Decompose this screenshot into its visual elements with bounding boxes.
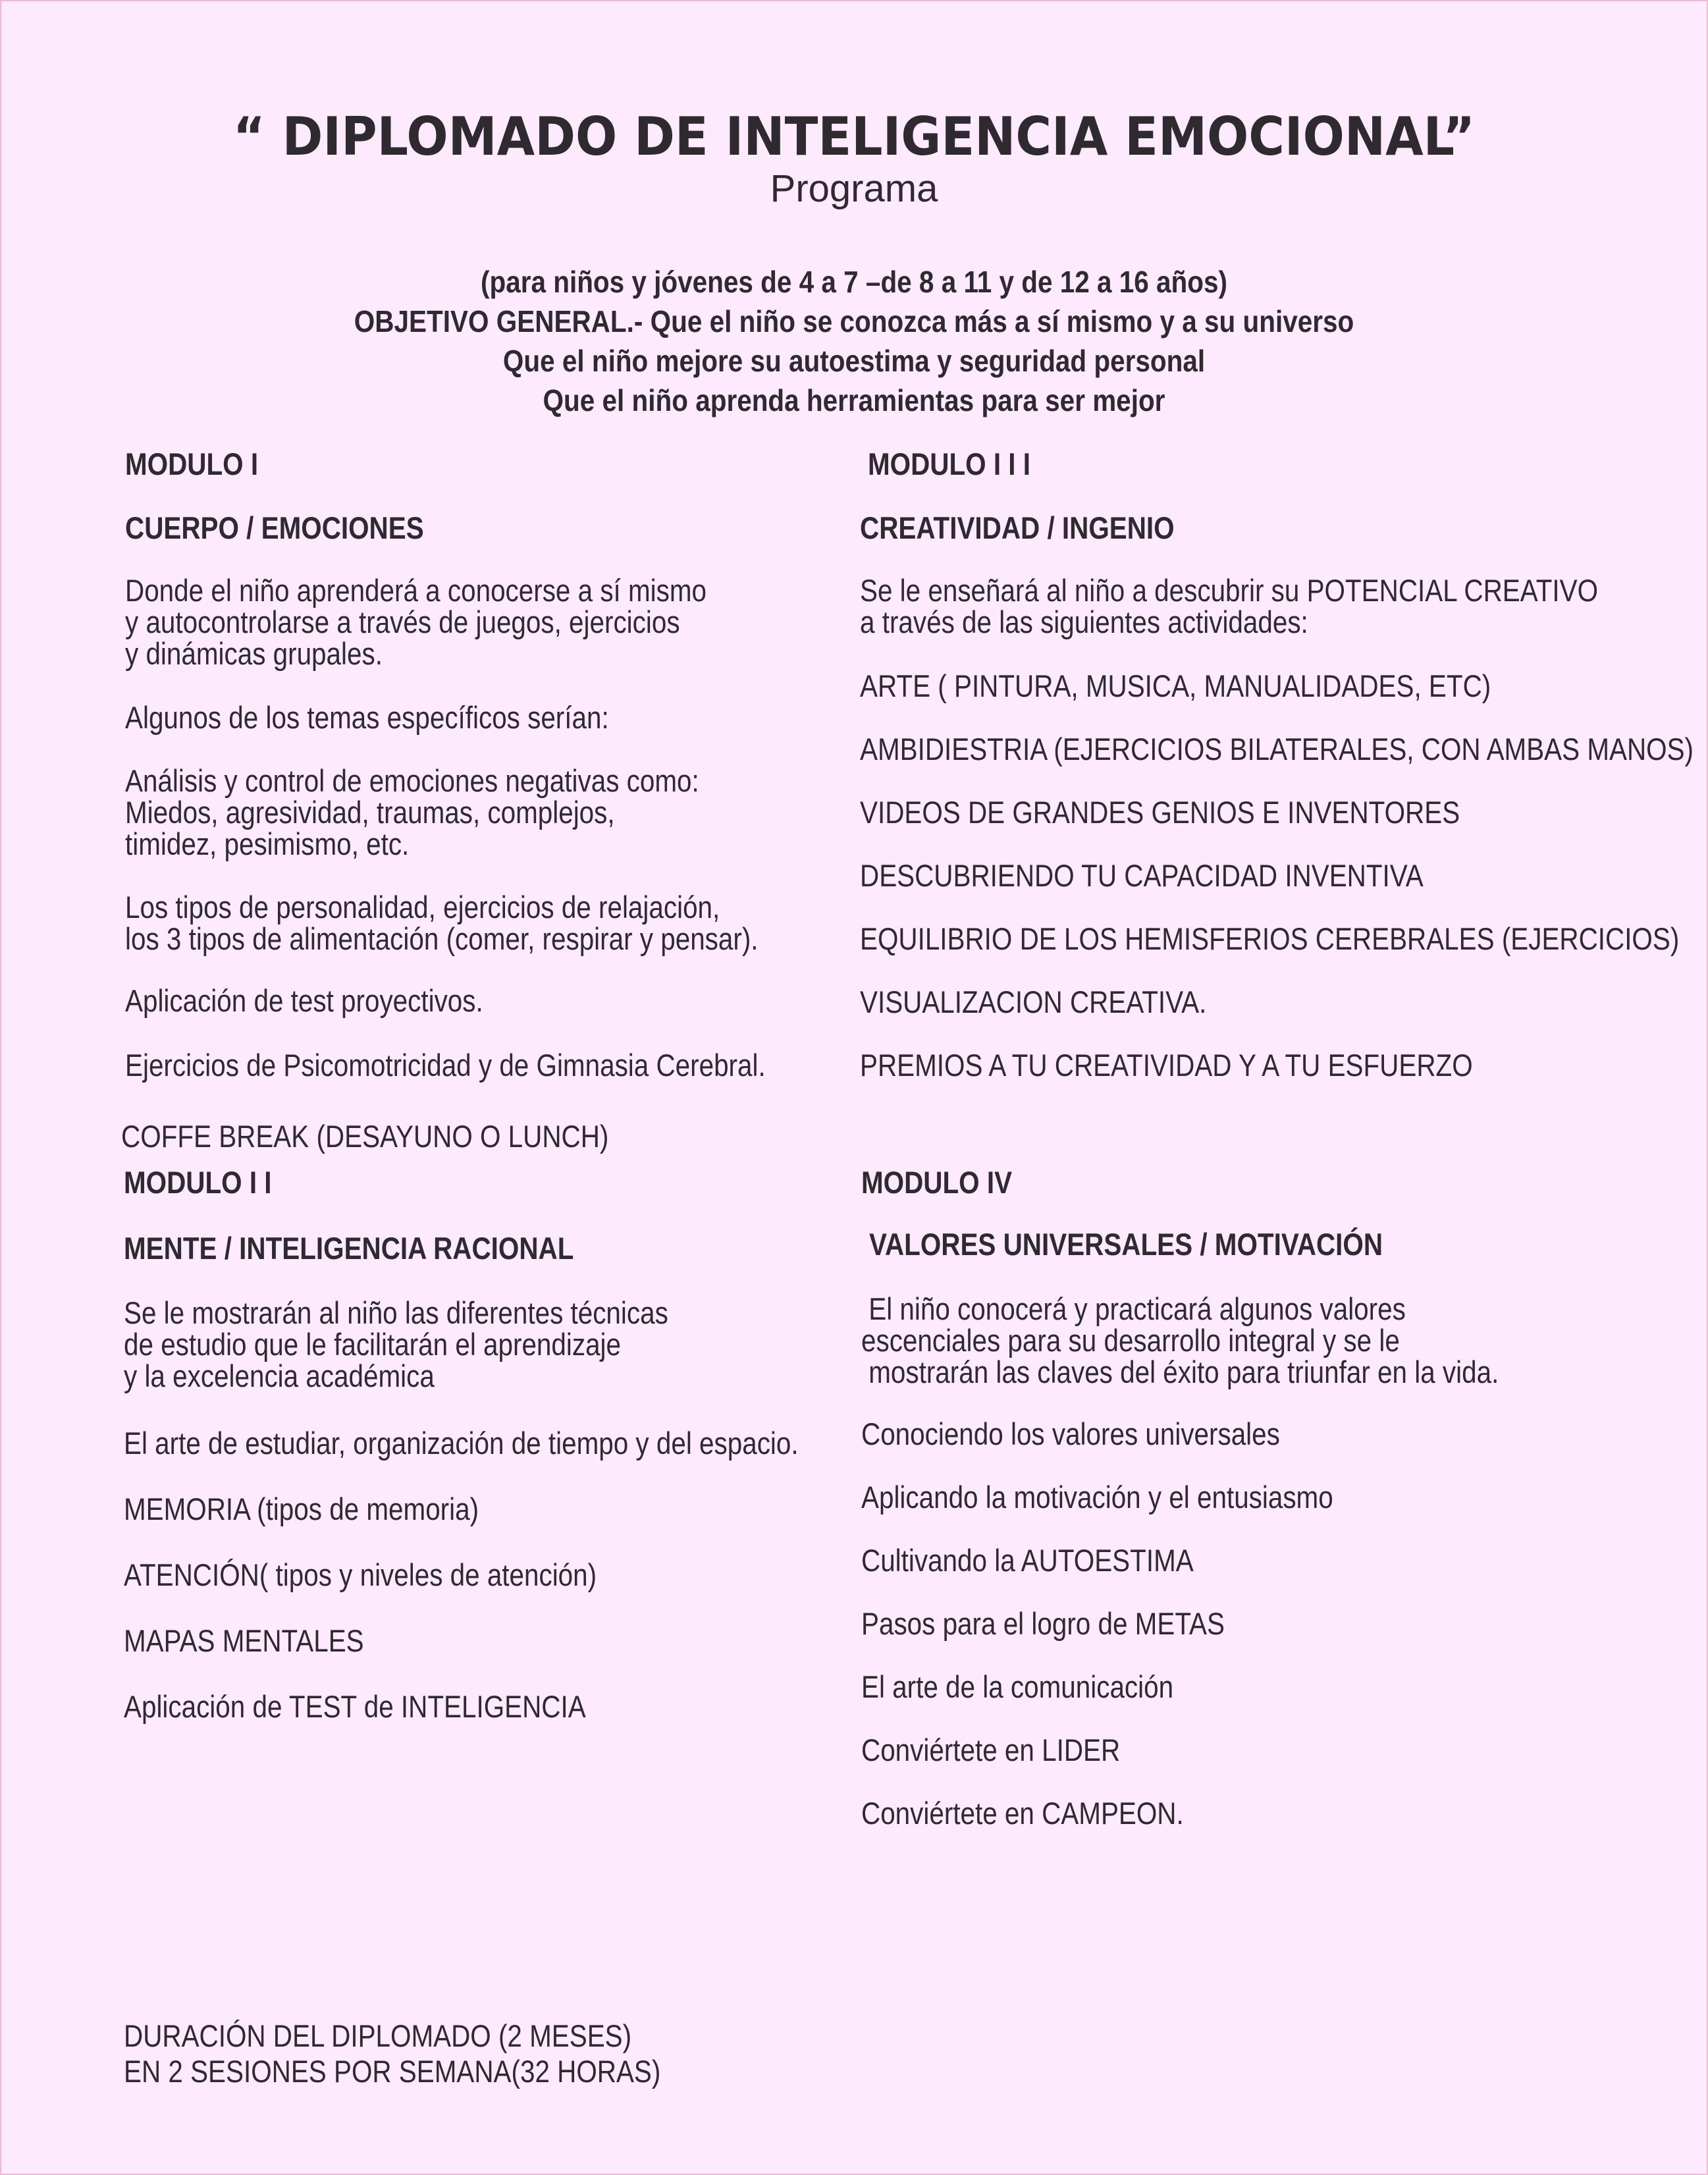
modulo-3-heading: CREATIVIDAD / INGENIO	[860, 510, 1175, 545]
modulo-4-item: Pasos para el logro de METAS	[861, 1606, 1225, 1641]
modulo-4-item: Cultivando la AUTOESTIMA	[861, 1543, 1194, 1578]
modulo-3-label: MODULO I I I	[868, 446, 1031, 481]
modulo-4-label: MODULO IV	[861, 1165, 1013, 1200]
description-line: y dinámicas grupales.	[125, 636, 383, 671]
paragraph-line: Los tipos de personalidad, ejercicios de relajación,	[125, 890, 720, 925]
modulo-4-description	[861, 1293, 1499, 1388]
coffee-break: COFFE BREAK (DESAYUNO O LUNCH)	[121, 1119, 609, 1154]
modulo-2-item: El arte de estudiar, organización de tiempo y del espacio.	[124, 1426, 799, 1461]
modulo-3-item: ARTE ( PINTURA, MUSICA, MANUALIDADES, ETC)	[860, 668, 1491, 703]
document-subtitle: Programa	[770, 167, 938, 210]
modulo-3-item: PREMIOS A TU CREATIVIDAD Y A TU ESFUERZO	[860, 1048, 1473, 1083]
modulo-2-heading: MENTE / INTELIGENCIA RACIONAL	[124, 1231, 574, 1266]
modulo-1-personality-paragraph	[125, 892, 759, 955]
modulo-1-exercises: Ejercicios de Psicomotricidad y de Gimnasia Cerebral.	[125, 1048, 766, 1083]
modulo-1-topics-intro: Algunos de los temas específicos serían:	[125, 700, 609, 735]
description-line: Se le mostrarán al niño las diferentes técnicas	[124, 1295, 668, 1330]
description-line: Donde el niño aprenderá a conocerse a sí mismo	[125, 573, 707, 608]
modulo-4-item: Aplicando la motivación y el entusiasmo	[861, 1480, 1333, 1515]
description-line: Se le enseñará al niño a descubrir su POTENCIAL CREATIVO	[860, 573, 1599, 608]
description-line: mostrarán las claves del éxito para triunfar en la vida.	[861, 1355, 1499, 1389]
modulo-4-item: Conviértete en CAMPEON.	[861, 1796, 1184, 1831]
description-line: y autocontrolarse a través de juegos, ejercicios	[125, 604, 680, 639]
modulo-2-description	[124, 1297, 668, 1392]
modulo-4-item: Conviértete en LIDER	[861, 1732, 1121, 1767]
modulo-3-item: DESCUBRIENDO TU CAPACIDAD INVENTIVA	[860, 858, 1424, 893]
document-title: “ DIPLOMADO DE INTELIGENCIA EMOCIONAL”	[232, 106, 1476, 167]
modulo-2-label: MODULO I I	[124, 1165, 272, 1200]
modulo-3-description	[860, 575, 1598, 638]
intro-goal-tools: Que el niño aprenda herramientas para ser mejor	[543, 383, 1165, 417]
paragraph-line: Análisis y control de emociones negativas como:	[125, 763, 699, 798]
intro-age-range: (para niños y jóvenes de 4 a 7 –de 8 a 11 y de 12 a 16 años)	[480, 265, 1228, 299]
intro-objective: OBJETIVO GENERAL.- Que el niño se conozca más a sí mismo y a su universo	[354, 304, 1354, 338]
modulo-1-test: Aplicación de test proyectivos.	[125, 983, 483, 1018]
description-line: de estudio que le facilitarán el aprendizaje	[124, 1327, 622, 1362]
modulo-4-item: Conociendo los valores universales	[861, 1416, 1280, 1451]
modulo-1-description	[125, 575, 707, 670]
modulo-2-item: MAPAS MENTALES	[124, 1623, 364, 1658]
modulo-4-item: El arte de la comunicación	[861, 1669, 1174, 1704]
modulo-1-emotions-paragraph	[125, 765, 699, 860]
modulo-2-item: Aplicación de TEST de INTELIGENCIA	[124, 1689, 586, 1724]
paragraph-line: Miedos, agresividad, traumas, complejos,	[125, 795, 615, 830]
paragraph-line: timidez, pesimismo, etc.	[125, 826, 410, 861]
modulo-3-item: VISUALIZACION CREATIVA.	[860, 984, 1207, 1019]
description-line: a través de las siguientes actividades:	[860, 604, 1308, 639]
modulo-2-item: MEMORIA (tipos de memoria)	[124, 1491, 479, 1526]
intro-block	[0, 262, 1708, 420]
description-line: El niño conocerá y practicará algunos valores	[861, 1291, 1406, 1326]
modulo-3-item: VIDEOS DE GRANDES GENIOS E INVENTORES	[860, 795, 1460, 830]
intro-goal-selfesteem: Que el niño mejore su autoestima y seguridad personal	[502, 344, 1206, 378]
paragraph-line: los 3 tipos de alimentación (comer, respirar y pensar).	[125, 921, 759, 956]
modulo-3-item: AMBIDIESTRIA (EJERCICIOS BILATERALES, CON AMBAS MANOS)	[860, 732, 1694, 766]
modulo-3-item: EQUILIBRIO DE LOS HEMISFERIOS CEREBRALES (EJERCICIOS)	[860, 921, 1680, 956]
modulo-2-item: ATENCIÓN( tipos y niveles de atención)	[124, 1557, 597, 1592]
description-line: y la excelencia académica	[124, 1358, 435, 1393]
footer-duration: DURACIÓN DEL DIPLOMADO (2 MESES)	[124, 2018, 632, 2053]
description-line: escenciales para su desarrollo integral y se le	[861, 1323, 1400, 1358]
modulo-1-heading: CUERPO / EMOCIONES	[125, 510, 424, 545]
footer-sessions: EN 2 SESIONES POR SEMANA(32 HORAS)	[124, 2054, 661, 2089]
modulo-4-heading: VALORES UNIVERSALES / MOTIVACIÓN	[869, 1227, 1383, 1262]
modulo-1-label: MODULO I	[125, 446, 259, 481]
